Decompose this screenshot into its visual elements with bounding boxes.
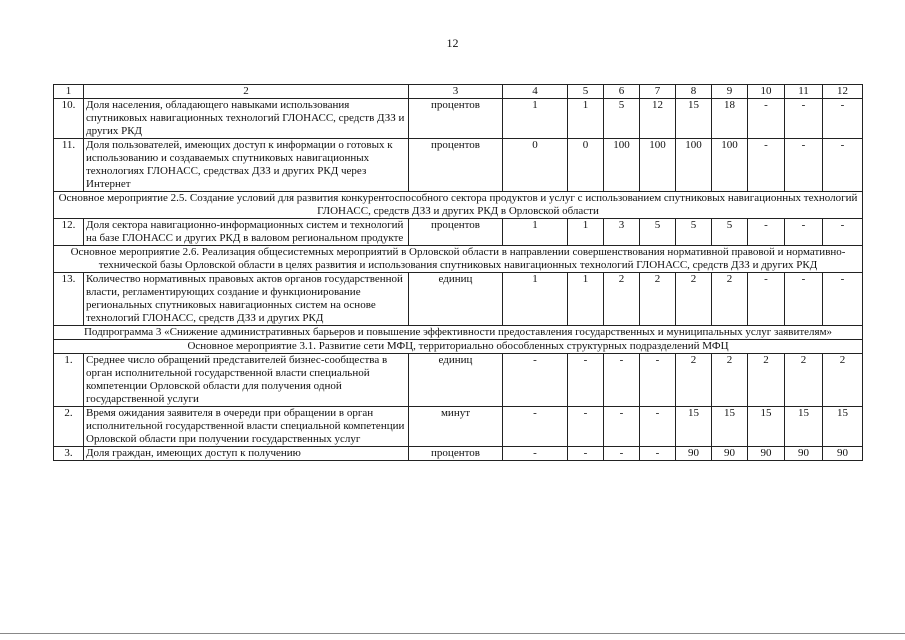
header-cell: 10: [748, 85, 785, 99]
value-cell: 3: [604, 219, 640, 246]
indicator-name: Количество нормативных правовых актов органов государственной власти, регламентирующих создание и функционирование региональных спутниковых навигационных систем на основе технологий ГЛОНАСС, средств ДЗЗ и других РКД: [84, 273, 409, 326]
value-cell: -: [640, 407, 676, 447]
indicator-name: Доля населения, обладающего навыками использования спутниковых навигационных технологий ГЛОНАСС, средств ДЗЗ и других РКД: [84, 99, 409, 139]
value-cell: 15: [748, 407, 785, 447]
value-cell: 0: [568, 139, 604, 192]
value-cell: -: [640, 447, 676, 461]
value-cell: 2: [785, 354, 823, 407]
value-cell: -: [604, 407, 640, 447]
indicators-table: [53, 84, 863, 461]
header-cell: 3: [409, 85, 503, 99]
value-cell: 5: [676, 219, 712, 246]
value-cell: 2: [823, 354, 863, 407]
value-cell: 90: [748, 447, 785, 461]
header-cell: 4: [503, 85, 568, 99]
value-cell: -: [785, 139, 823, 192]
row-number: 2.: [54, 407, 84, 447]
value-cell: 90: [785, 447, 823, 461]
value-cell: -: [823, 273, 863, 326]
value-cell: -: [748, 219, 785, 246]
value-cell: 5: [640, 219, 676, 246]
section-title: Основное мероприятие 3.1. Развитие сети МФЦ, территориально обособленных структурных подразделений МФЦ: [54, 340, 863, 354]
value-cell: 100: [712, 139, 748, 192]
header-cell: 5: [568, 85, 604, 99]
unit-cell: процентов: [409, 99, 503, 139]
header-cell: 8: [676, 85, 712, 99]
unit-cell: процентов: [409, 219, 503, 246]
row-number: 11.: [54, 139, 84, 192]
table-row: [54, 139, 863, 192]
value-cell: 0: [503, 139, 568, 192]
value-cell: -: [503, 407, 568, 447]
value-cell: 1: [503, 273, 568, 326]
row-number: 12.: [54, 219, 84, 246]
indicator-name: Доля граждан, имеющих доступ к получению: [84, 447, 409, 461]
table-header-row: [54, 85, 863, 99]
value-cell: -: [748, 99, 785, 139]
value-cell: -: [568, 447, 604, 461]
row-number: 3.: [54, 447, 84, 461]
table-row: [54, 99, 863, 139]
value-cell: -: [503, 354, 568, 407]
value-cell: -: [568, 407, 604, 447]
value-cell: -: [748, 273, 785, 326]
value-cell: 12: [640, 99, 676, 139]
value-cell: 2: [640, 273, 676, 326]
table-row: [54, 407, 863, 447]
value-cell: 1: [568, 273, 604, 326]
value-cell: -: [823, 139, 863, 192]
unit-cell: процентов: [409, 447, 503, 461]
value-cell: -: [785, 273, 823, 326]
unit-cell: процентов: [409, 139, 503, 192]
value-cell: 15: [823, 407, 863, 447]
value-cell: 18: [712, 99, 748, 139]
header-cell: 7: [640, 85, 676, 99]
unit-cell: единиц: [409, 273, 503, 326]
value-cell: -: [823, 99, 863, 139]
unit-cell: единиц: [409, 354, 503, 407]
value-cell: 1: [503, 99, 568, 139]
indicator-name: Время ожидания заявителя в очереди при обращении в орган исполнительной государственной власти специальной компетенции Орловской области при получении государственных услуг: [84, 407, 409, 447]
header-cell: 2: [84, 85, 409, 99]
header-cell: 11: [785, 85, 823, 99]
value-cell: 2: [712, 273, 748, 326]
value-cell: 15: [676, 99, 712, 139]
page-edge-line: [0, 633, 905, 634]
value-cell: -: [785, 99, 823, 139]
unit-cell: минут: [409, 407, 503, 447]
page-number: 12: [446, 36, 459, 50]
value-cell: 2: [604, 273, 640, 326]
section-title: Подпрограмма 3 «Снижение административных барьеров и повышение эффективности предоставления государственных и муниципальных услуг заявителям»: [54, 326, 863, 340]
section-title: Основное мероприятие 2.5. Создание условий для развития конкурентоспособного сектора продуктов и услуг с использованием спутниковых навигационных технологий ГЛОНАСС, средств ДЗЗ и других РКД в Орловской области: [54, 192, 863, 219]
section-row: [54, 246, 863, 273]
value-cell: -: [640, 354, 676, 407]
table-row: [54, 354, 863, 407]
value-cell: 2: [676, 354, 712, 407]
value-cell: -: [604, 354, 640, 407]
value-cell: 5: [712, 219, 748, 246]
value-cell: 100: [676, 139, 712, 192]
header-cell: 6: [604, 85, 640, 99]
header-cell: 12: [823, 85, 863, 99]
header-cell: 9: [712, 85, 748, 99]
value-cell: 1: [503, 219, 568, 246]
value-cell: 1: [568, 99, 604, 139]
value-cell: 15: [676, 407, 712, 447]
row-number: 13.: [54, 273, 84, 326]
value-cell: 2: [748, 354, 785, 407]
value-cell: 15: [785, 407, 823, 447]
row-number: 10.: [54, 99, 84, 139]
indicator-name: Доля сектора навигационно-информационных систем и технологий на базе ГЛОНАСС и других РКД в валовом региональном продукте: [84, 219, 409, 246]
indicator-name: Среднее число обращений представителей бизнес-сообщества в орган исполнительной государственной власти специальной компетенции Орловской области для получения одной государственной услуги: [84, 354, 409, 407]
table-row: [54, 447, 863, 461]
table-row: [54, 219, 863, 246]
section-title: Основное мероприятие 2.6. Реализация общесистемных мероприятий в Орловской области в направлении совершенствования нормативной правовой и нормативно-технической базы Орловской области в целях развития и использования спутниковых навигационных технологий ГЛОНАСС, средств ДЗЗ и других РКД: [54, 246, 863, 273]
value-cell: -: [823, 219, 863, 246]
value-cell: 90: [823, 447, 863, 461]
table-row: [54, 273, 863, 326]
value-cell: -: [785, 219, 823, 246]
value-cell: 90: [712, 447, 748, 461]
row-number: 1.: [54, 354, 84, 407]
value-cell: 5: [604, 99, 640, 139]
value-cell: 2: [712, 354, 748, 407]
value-cell: 1: [568, 219, 604, 246]
value-cell: 2: [676, 273, 712, 326]
section-row: [54, 326, 863, 340]
indicator-name: Доля пользователей, имеющих доступ к информации о готовых к использованию и создаваемых спутниковых навигационных технологиях ГЛОНАСС, средствах ДЗЗ и других РКД через Интернет: [84, 139, 409, 192]
value-cell: 15: [712, 407, 748, 447]
header-cell: 1: [54, 85, 84, 99]
value-cell: -: [568, 354, 604, 407]
value-cell: 100: [640, 139, 676, 192]
value-cell: -: [503, 447, 568, 461]
section-row: [54, 340, 863, 354]
value-cell: 100: [604, 139, 640, 192]
value-cell: -: [604, 447, 640, 461]
value-cell: -: [748, 139, 785, 192]
value-cell: 90: [676, 447, 712, 461]
section-row: [54, 192, 863, 219]
